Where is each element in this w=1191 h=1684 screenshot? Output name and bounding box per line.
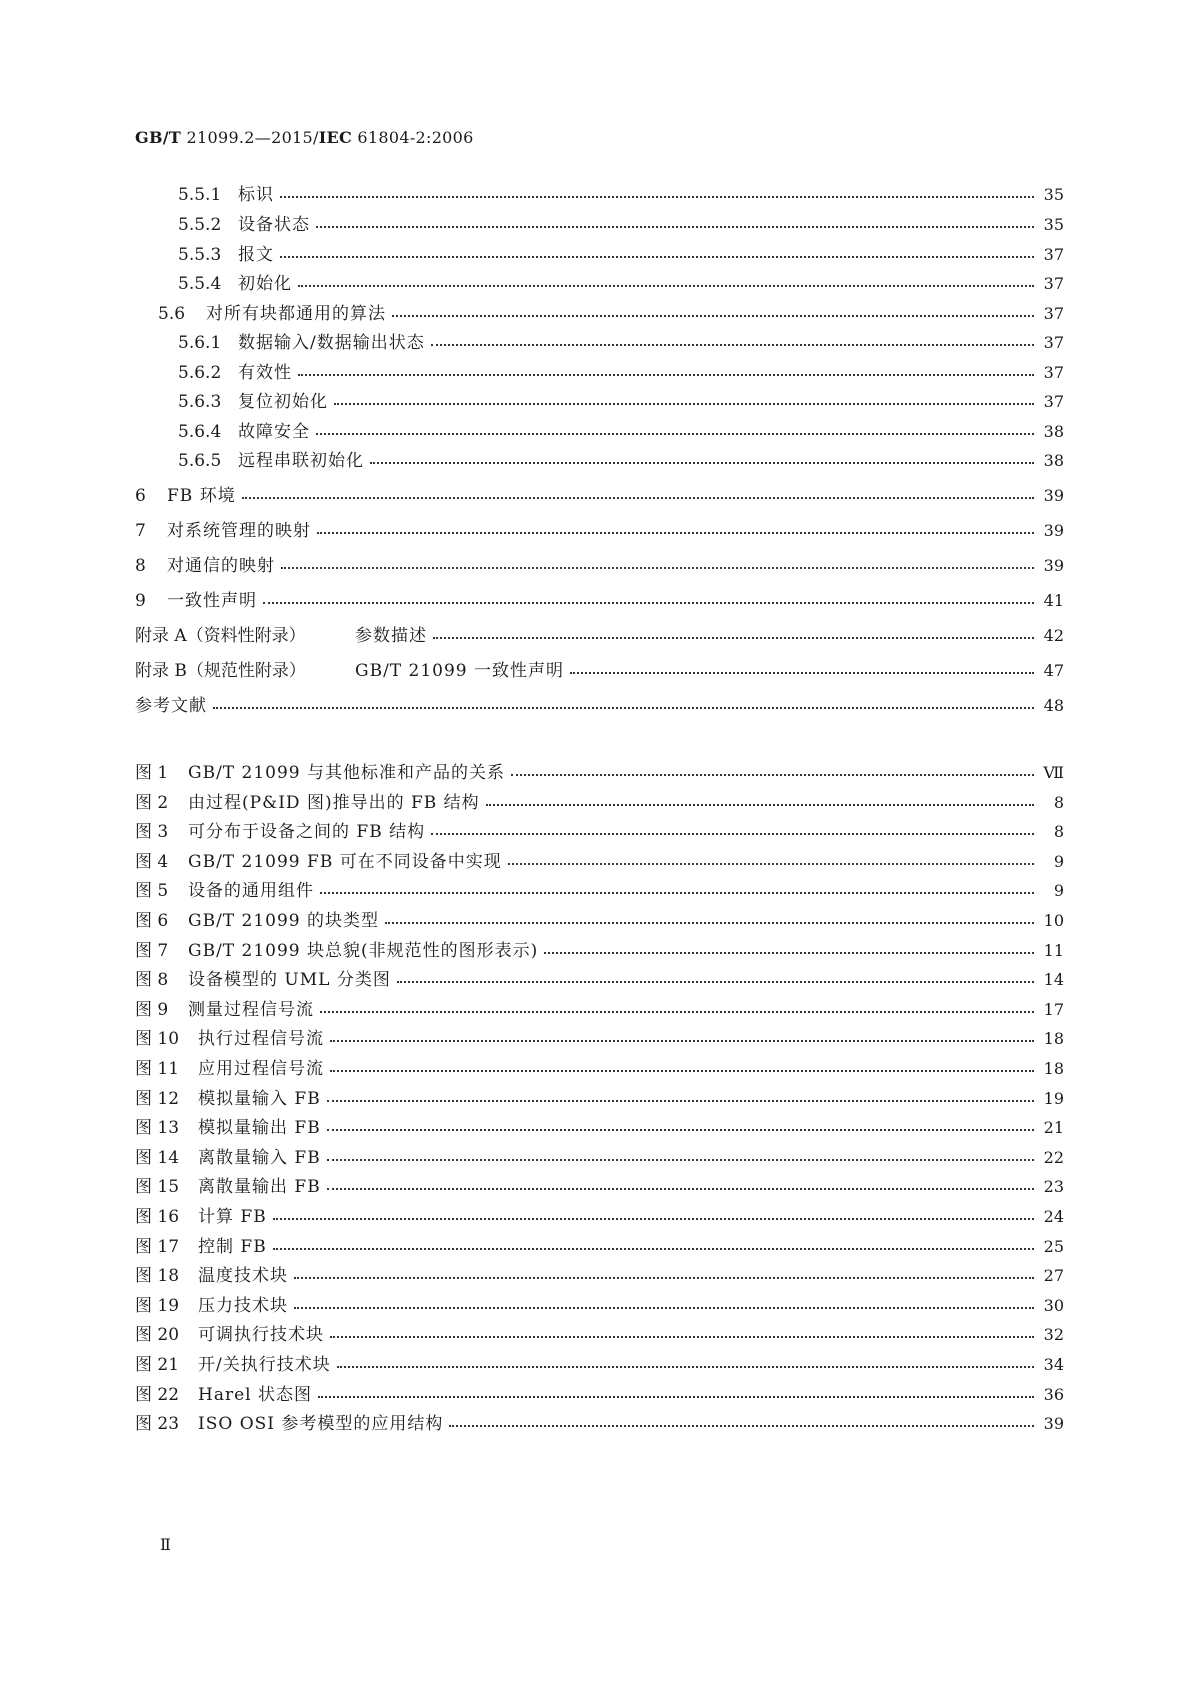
toc-entry[interactable]: [135, 586, 1064, 611]
entry-page: 39: [1043, 556, 1064, 575]
toc-entry[interactable]: [135, 995, 1064, 1020]
entry-title: GB/T 21099 一致性声明: [355, 661, 565, 681]
entry-title: 可分布于设备之间的 FB 结构: [188, 822, 426, 843]
entry-title: 远程串联初始化: [238, 451, 364, 471]
standard-code: GB/T: [135, 128, 182, 147]
entry-page: 23: [1043, 1177, 1064, 1197]
entry-number: 图 13: [135, 1118, 180, 1139]
entry-number: 5.6.3: [178, 392, 222, 412]
dot-leader: [431, 344, 1034, 346]
dot-leader: [327, 1129, 1034, 1131]
entry-number: 图 20: [135, 1325, 180, 1346]
entry-number: 5.5.3: [178, 245, 222, 265]
dot-leader: [431, 833, 1034, 835]
toc-entry[interactable]: [135, 1261, 1064, 1287]
entry-title: 初始化: [238, 274, 292, 294]
toc-entry[interactable]: [135, 656, 1064, 681]
entry-page: 42: [1043, 626, 1064, 645]
entry-page: 8: [1053, 822, 1064, 842]
entry-number: 图 7: [135, 940, 169, 961]
entry-title: 对所有块都通用的算法: [206, 304, 386, 324]
dot-leader: [433, 637, 1034, 639]
entry-number: 图 2: [135, 792, 169, 813]
dot-leader: [486, 804, 1034, 806]
dot-leader: [281, 567, 1034, 569]
entry-page: 22: [1043, 1147, 1064, 1167]
entry-number: 图 17: [135, 1236, 180, 1257]
entry-title: 一致性声明: [167, 591, 257, 611]
entry-number: 附录 B（规范性附录）: [135, 661, 306, 681]
toc-entry[interactable]: [135, 758, 1064, 783]
toc-entry[interactable]: [135, 847, 1064, 872]
entry-page: 32: [1043, 1325, 1064, 1345]
entry-number: 图 23: [135, 1414, 180, 1435]
entry-title: 控制 FB: [198, 1236, 267, 1257]
entry-page: 37: [1043, 304, 1064, 323]
entry-title: 开/关执行技术块: [198, 1355, 331, 1375]
entry-number: 5.6.1: [178, 333, 222, 353]
toc-entry[interactable]: [135, 551, 1064, 576]
entry-page: 21: [1043, 1118, 1064, 1138]
entry-number: 图 10: [135, 1029, 180, 1050]
entry-number: 图 11: [135, 1059, 180, 1079]
entry-title: 模拟量输出 FB: [198, 1118, 321, 1139]
entry-page: 14: [1043, 970, 1064, 990]
entry-title: 离散量输入 FB: [198, 1147, 321, 1168]
entry-page: 11: [1043, 940, 1064, 960]
dot-leader: [316, 226, 1034, 228]
entry-number: 图 16: [135, 1207, 180, 1227]
toc-entry[interactable]: [135, 516, 1064, 541]
dot-leader: [273, 1248, 1034, 1250]
dot-leader: [320, 892, 1034, 894]
entry-page: 8: [1053, 792, 1064, 812]
entry-page: 37: [1043, 333, 1064, 352]
entry-page: 38: [1043, 422, 1064, 441]
entry-page: 37: [1043, 363, 1064, 382]
toc-entry[interactable]: [135, 936, 1064, 961]
dot-leader: [316, 433, 1034, 435]
entry-title: GB/T 21099 的块类型: [188, 911, 380, 931]
dot-leader: [449, 1425, 1034, 1427]
toc-entry[interactable]: [135, 1409, 1064, 1435]
entry-page: 27: [1043, 1266, 1064, 1286]
toc-entry[interactable]: [135, 1054, 1064, 1079]
toc-entry[interactable]: [135, 1350, 1064, 1375]
entry-title: 参数描述: [355, 626, 427, 646]
entry-page: 9: [1053, 851, 1064, 871]
dot-leader: [273, 1218, 1034, 1220]
toc-entry[interactable]: [135, 621, 1064, 646]
dot-leader: [320, 1011, 1034, 1013]
toc-entry[interactable]: [135, 788, 1064, 813]
standard-number: 21099.2—2015/: [181, 128, 319, 147]
entry-number: 5.6: [158, 304, 186, 324]
entry-title: Harel 状态图: [198, 1384, 312, 1405]
entry-title: GB/T 21099 FB 可在不同设备中实现: [188, 851, 502, 872]
entry-number: 5.6.5: [178, 451, 222, 471]
entry-page: 25: [1043, 1236, 1064, 1256]
entry-number: 图 9: [135, 999, 169, 1020]
entry-page: 19: [1043, 1088, 1064, 1108]
entry-number: 8: [135, 556, 146, 576]
dot-leader: [327, 1159, 1034, 1161]
dot-leader: [242, 497, 1034, 499]
dot-leader: [327, 1100, 1034, 1102]
entry-page: 34: [1043, 1355, 1064, 1374]
entry-title: 设备的通用组件: [188, 881, 314, 902]
entry-page: 18: [1043, 1029, 1064, 1049]
entry-title: 数据输入/数据输出状态: [238, 333, 425, 353]
dot-leader: [318, 1396, 1034, 1398]
entry-title: 有效性: [238, 363, 292, 383]
entry-number: 5.5.4: [178, 274, 222, 294]
entry-title: 设备模型的 UML 分类图: [188, 970, 391, 991]
entry-title: 温度技术块: [198, 1266, 288, 1287]
dot-leader: [392, 315, 1034, 317]
entry-title: 对通信的映射: [167, 556, 275, 576]
toc-entry[interactable]: [135, 1024, 1064, 1050]
dot-leader: [508, 863, 1034, 865]
entry-page: 37: [1043, 245, 1064, 264]
dot-leader: [330, 1070, 1034, 1072]
entry-title: 由过程(P&ID 图)推导出的 FB 结构: [188, 792, 480, 813]
dot-leader: [327, 1188, 1034, 1190]
entry-title: ISO OSI 参考模型的应用结构: [198, 1414, 444, 1435]
entry-number: 图 4: [135, 851, 169, 872]
entry-number: 图 12: [135, 1088, 180, 1109]
dot-leader: [330, 1040, 1034, 1042]
page-number: Ⅱ: [160, 1535, 171, 1554]
entry-number: 5.5.1: [178, 185, 222, 205]
dot-leader: [280, 256, 1034, 258]
toc-entry[interactable]: [135, 691, 1064, 716]
entry-number: 图 14: [135, 1147, 180, 1168]
entry-title: 应用过程信号流: [198, 1059, 324, 1079]
entry-title: 可调执行技术块: [198, 1325, 324, 1346]
entry-page: 39: [1043, 521, 1064, 540]
entry-title: 参考文献: [135, 696, 207, 716]
toc-entry[interactable]: [135, 965, 1064, 991]
entry-page: 39: [1043, 1414, 1064, 1434]
iec-code: IEC: [318, 128, 353, 147]
entry-number: 附录 A（资料性附录）: [135, 626, 306, 646]
dot-leader: [511, 774, 1034, 776]
dot-leader: [213, 707, 1034, 709]
dot-leader: [280, 196, 1034, 198]
entry-page: 41: [1043, 591, 1064, 610]
toc-entry[interactable]: [178, 328, 1064, 353]
entry-number: 图 3: [135, 822, 169, 843]
entry-title: GB/T 21099 与其他标准和产品的关系: [188, 763, 506, 783]
entry-number: 图 15: [135, 1177, 180, 1198]
entry-title: 模拟量输入 FB: [198, 1088, 321, 1109]
entry-number: 图 8: [135, 970, 169, 991]
dot-leader: [330, 1336, 1034, 1338]
entry-title: 故障安全: [238, 422, 310, 442]
entry-number: 图 19: [135, 1295, 180, 1316]
toc-entry[interactable]: [135, 1084, 1064, 1109]
toc-entry[interactable]: [178, 358, 1064, 383]
entry-page: 24: [1043, 1207, 1064, 1226]
entry-title: 标识: [238, 185, 274, 205]
toc-entry[interactable]: [158, 299, 1064, 324]
entry-title: 报文: [238, 245, 274, 265]
dot-leader: [370, 462, 1034, 464]
entry-number: 9: [135, 591, 146, 611]
toc-entry[interactable]: [135, 1380, 1064, 1405]
toc-entry[interactable]: [178, 240, 1064, 265]
entry-number: 7: [135, 521, 146, 541]
toc-entry[interactable]: [135, 1172, 1064, 1198]
entry-title: FB 环境: [167, 486, 236, 506]
dot-leader: [570, 672, 1034, 674]
dot-leader: [294, 1307, 1034, 1309]
dot-leader: [294, 1277, 1034, 1279]
entry-number: 图 6: [135, 911, 169, 931]
toc-entry[interactable]: [135, 1113, 1064, 1139]
entry-title: 离散量输出 FB: [198, 1177, 321, 1198]
entry-page: 37: [1043, 274, 1064, 293]
entry-page: 39: [1043, 486, 1064, 505]
entry-page: 9: [1053, 881, 1064, 901]
dot-leader: [334, 403, 1034, 405]
entry-number: 图 21: [135, 1355, 180, 1375]
entry-title: GB/T 21099 块总貌(非规范性的图形表示): [188, 940, 539, 961]
entry-page: 30: [1043, 1295, 1064, 1315]
dot-leader: [337, 1366, 1034, 1368]
entry-page: 37: [1043, 392, 1064, 411]
toc-entry[interactable]: [135, 1320, 1064, 1346]
toc-entry[interactable]: [135, 1143, 1064, 1168]
toc-entry[interactable]: [178, 446, 1064, 471]
toc-entry[interactable]: [178, 180, 1064, 205]
entry-page: 47: [1043, 661, 1064, 680]
entry-title: 压力技术块: [198, 1295, 288, 1316]
entry-page: 10: [1043, 911, 1064, 930]
entry-page: 48: [1043, 696, 1064, 715]
document-header: [135, 128, 474, 147]
dot-leader: [298, 285, 1034, 287]
entry-title: 复位初始化: [238, 392, 328, 412]
dot-leader: [298, 374, 1034, 376]
toc-entry[interactable]: [135, 1291, 1064, 1316]
entry-title: 设备状态: [238, 215, 310, 235]
entry-page: 36: [1043, 1384, 1064, 1404]
dot-leader: [544, 952, 1034, 954]
toc-entry[interactable]: [135, 1202, 1064, 1227]
entry-page: Ⅶ: [1043, 763, 1064, 782]
dot-leader: [385, 922, 1034, 924]
entry-title: 执行过程信号流: [198, 1029, 324, 1050]
toc-entry[interactable]: [135, 817, 1064, 843]
dot-leader: [317, 532, 1034, 534]
entry-number: 图 22: [135, 1384, 180, 1405]
toc-entry[interactable]: [178, 387, 1064, 412]
entry-number: 6: [135, 486, 146, 506]
entry-number: 5.6.4: [178, 422, 222, 442]
toc-entry[interactable]: [135, 906, 1064, 931]
entry-number: 图 1: [135, 763, 169, 783]
entry-page: 35: [1043, 215, 1064, 234]
entry-title: 计算 FB: [198, 1207, 267, 1227]
toc-entry[interactable]: [178, 269, 1064, 294]
toc-entry[interactable]: [135, 1232, 1064, 1257]
entry-page: 18: [1043, 1059, 1064, 1078]
entry-number: 5.5.2: [178, 215, 222, 235]
toc-entry[interactable]: [178, 210, 1064, 235]
entry-number: 图 5: [135, 881, 169, 902]
toc-entry[interactable]: [178, 417, 1064, 442]
dot-leader: [397, 981, 1034, 983]
entry-number: 5.6.2: [178, 363, 222, 383]
entry-number: 图 18: [135, 1266, 180, 1287]
entry-title: 测量过程信号流: [188, 999, 314, 1020]
toc-entry[interactable]: [135, 481, 1064, 506]
toc-entry[interactable]: [135, 876, 1064, 902]
entry-page: 35: [1043, 185, 1064, 204]
entry-title: 对系统管理的映射: [167, 521, 311, 541]
entry-page: 17: [1043, 999, 1064, 1019]
entry-page: 38: [1043, 451, 1064, 470]
iec-number: 61804-2:2006: [352, 128, 474, 147]
dot-leader: [263, 602, 1034, 604]
